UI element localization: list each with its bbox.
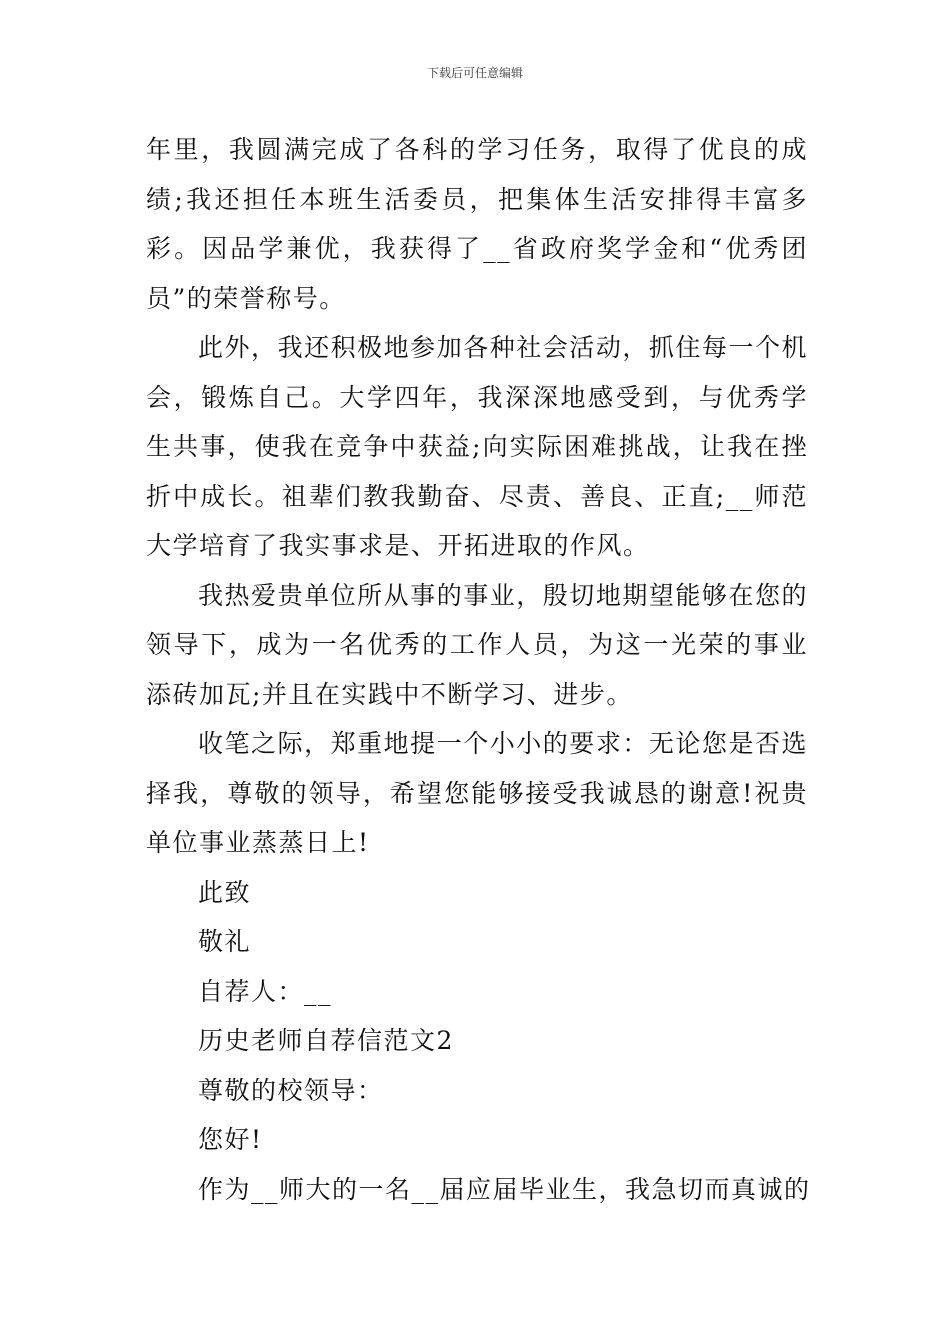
closing-line-1: 此致 xyxy=(198,877,252,907)
document-body xyxy=(146,125,811,1214)
greeting-line: 您好! xyxy=(198,1125,263,1154)
salutation-line: 尊敬的校领导： xyxy=(198,1075,384,1105)
closing-line-2: 敬礼 xyxy=(198,927,252,956)
paragraph-aspiration: 我热爱贵单位所从事的事业，殷切地期望能够在您的领导下，成为一名优秀的工作人员，为这一光荣的事业添砖加瓦;并且在实践中不断学习、进步。 xyxy=(146,580,808,709)
paragraph-intro: 作为__师大的一名__届应届毕业生，我急切而真诚的 xyxy=(198,1174,811,1204)
paragraph-activities: 此外，我还积极地参加各种社会活动，抓住每一个机会，锻炼自己。大学四年，我深深地感受到，与优秀学生共事，使我在竞争中获益;向实际困难挑战，让我在挫折中成长。祖辈们教我勤奋、尽责、善良、正直;__师范大学培育了我实事求是、开拓进取的作风。 xyxy=(146,333,808,560)
section-title: 历史老师自荐信范文2 xyxy=(198,1026,454,1055)
signature-line: 自荐人：__ xyxy=(198,976,333,1006)
page-header: 下载后可任意编辑 xyxy=(426,66,523,80)
paragraph-closing-request: 收笔之际，郑重地提一个小小的要求：无论您是否选择我，尊敬的领导，希望您能够接受我诚恳的谢意!祝贵单位事业蒸蒸日上! xyxy=(146,729,808,857)
paragraph-academic: 年里，我圆满完成了各科的学习任务，取得了优良的成绩;我还担任本班生活委员，把集体生活安排得丰富多彩。因品学兼优，我获得了__省政府奖学金和“优秀团员”的荣誉称号。 xyxy=(146,135,808,313)
